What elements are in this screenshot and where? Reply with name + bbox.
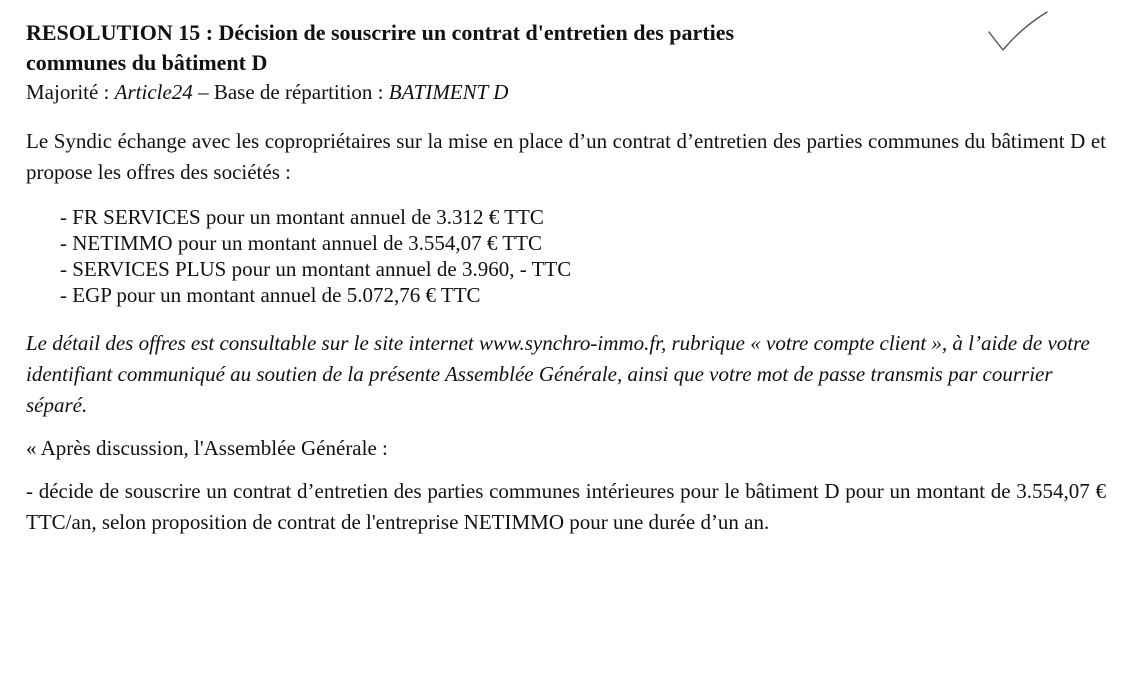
offers-list: [26, 204, 1106, 308]
offers-note: Le détail des offres est consultable sur le site internet www.synchro-immo.fr, rubrique « votre compte client », à l’aide de votre identifiant communiqué au soutien de la présente Assemblée Générale, ainsi que votre mot de passe transmis par courrier séparé.: [26, 331, 1090, 417]
majority-value: Article24: [114, 80, 193, 104]
resolution-title: [26, 18, 1106, 78]
offer-item: - SERVICES PLUS pour un montant annuel de 3.960, - TTC: [60, 257, 572, 281]
discussion-line: « Après discussion, l'Assemblée Générale :: [26, 436, 388, 460]
resolution-document: [26, 18, 1106, 538]
resolution-title-line2: communes du bâtiment D: [26, 50, 268, 75]
resolution-title-line1: RESOLUTION 15 : Décision de souscrire un contrat d'entretien des parties: [26, 20, 735, 45]
offer-item: - FR SERVICES pour un montant annuel de 3.312 € TTC: [60, 205, 544, 229]
decision-paragraph: - décide de souscrire un contrat d’entretien des parties communes intérieures pour le bâtiment D pour un montant de 3.554,07 € TTC/an, selon proposition de contrat de l'entreprise NETIMMO pour une durée d’un an.: [26, 479, 1106, 534]
intro-paragraph: Le Syndic échange avec les copropriétaires sur la mise en place d’un contrat d’entretien des parties communes du bâtiment D et propose les offres des sociétés :: [26, 129, 1106, 184]
majority-label: Majorité :: [26, 80, 115, 104]
offer-item: - NETIMMO pour un montant annuel de 3.554,07 € TTC: [60, 231, 542, 255]
base-label: – Base de répartition :: [192, 80, 389, 104]
offer-item: - EGP pour un montant annuel de 5.072,76 € TTC: [60, 283, 481, 307]
base-value: BATIMENT D: [388, 80, 509, 104]
resolution-meta: [26, 78, 1106, 106]
